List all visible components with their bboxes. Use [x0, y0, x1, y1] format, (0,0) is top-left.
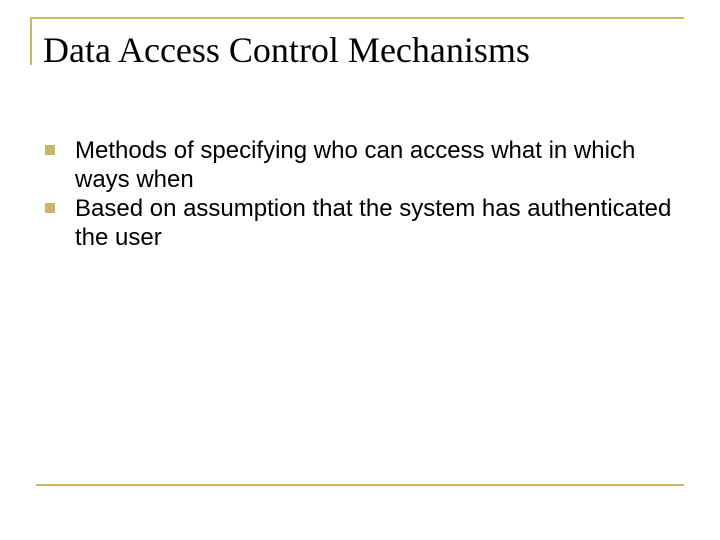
square-bullet-icon	[45, 145, 55, 155]
top-rule	[30, 17, 684, 19]
square-bullet-icon	[45, 203, 55, 213]
bullet-item	[45, 194, 685, 252]
slide-title: Data Access Control Mechanisms	[43, 30, 530, 70]
bullet-item	[45, 136, 685, 194]
left-rule	[30, 17, 32, 65]
bottom-rule	[36, 484, 684, 486]
bullet-text: Based on assumption that the system has authenticated the user	[75, 195, 672, 251]
bullet-list	[45, 136, 685, 252]
bullet-text: Methods of specifying who can access what in which ways when	[75, 137, 636, 193]
